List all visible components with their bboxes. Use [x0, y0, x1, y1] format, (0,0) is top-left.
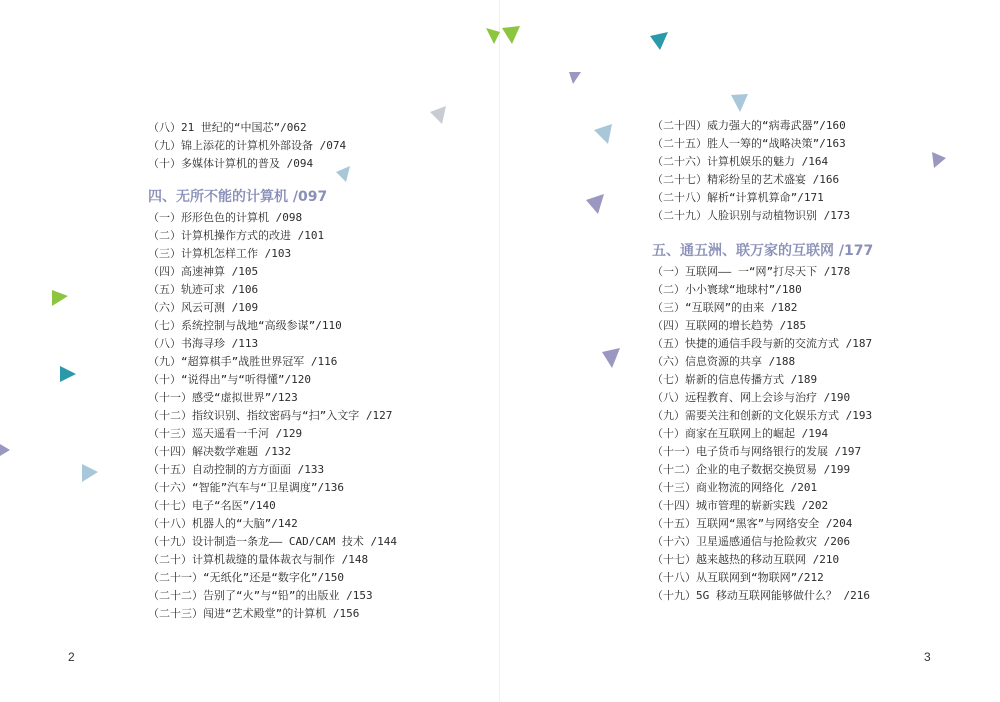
toc-entry[interactable]: （十五）自动控制的方方面面 /133 [148, 463, 325, 476]
triangle-icon [430, 106, 446, 124]
triangle-icon [486, 28, 500, 44]
toc-entry[interactable]: （五）快捷的通信手段与新的交流方式 /187 [652, 337, 873, 350]
triangle-icon [0, 444, 10, 456]
toc-entry[interactable]: （四）高速神算 /105 [148, 265, 259, 278]
triangle-icon [932, 152, 946, 168]
toc-entry[interactable]: （十）商家在互联网上的崛起 /194 [652, 427, 829, 440]
toc-entry[interactable]: （二十一）“无纸化”还是“数字化”/150 [148, 571, 344, 584]
toc-entry[interactable]: （二十）计算机裁缝的量体裁衣与制作 /148 [148, 553, 369, 566]
toc-entry[interactable]: （十八）从互联网到“物联网”/212 [652, 571, 824, 584]
toc-entry[interactable]: （十三）商业物流的网络化 /201 [652, 481, 818, 494]
toc-entry[interactable]: （三）“互联网”的由来 /182 [652, 301, 798, 314]
triangle-icon [731, 94, 748, 112]
toc-entry[interactable]: （二十七）精彩纷呈的艺术盛宴 /166 [652, 173, 840, 186]
toc-entry[interactable]: （十三）巡天遥看一千河 /129 [148, 427, 303, 440]
toc-entry[interactable]: （二十五）胜人一筹的“战略决策”/163 [652, 137, 846, 150]
triangle-icon [502, 26, 520, 44]
toc-entry[interactable]: （一）形形色色的计算机 /098 [148, 211, 303, 224]
section-heading-5[interactable]: 五、通五洲、联万家的互联网 /177 [652, 243, 874, 259]
toc-entry[interactable]: （十六）“智能”汽车与“卫星调度”/136 [148, 481, 344, 494]
page-number-left: 2 [68, 650, 75, 664]
toc-entry[interactable]: （八）书海寻珍 /113 [148, 337, 259, 350]
toc-entry[interactable]: （八）远程教育、网上会诊与治疗 /190 [652, 391, 851, 404]
toc-entry[interactable]: （二十二）告别了“火”与“铅”的出版业 /153 [148, 589, 373, 602]
toc-entry[interactable]: （二十八）解析“计算机算命”/171 [652, 191, 824, 204]
toc-entry[interactable]: （十）多媒体计算机的普及 /094 [148, 157, 314, 170]
toc-entry[interactable]: （十七）越来越热的移动互联网 /210 [652, 553, 840, 566]
toc-entry[interactable]: （十九）5G 移动互联网能够做什么？ /216 [652, 589, 870, 602]
toc-entry[interactable]: （十二）企业的电子数据交换贸易 /199 [652, 463, 851, 476]
toc-entry[interactable]: （七）系统控制与战地“高级参谋”/110 [148, 319, 342, 332]
toc-entry[interactable]: （十）“说得出”与“听得懂”/120 [148, 373, 311, 386]
toc-entry[interactable]: （十七）电子“名医”/140 [148, 499, 276, 512]
section-heading-4[interactable]: 四、无所不能的计算机 /097 [148, 189, 328, 205]
toc-entry[interactable]: （四）互联网的增长趋势 /185 [652, 319, 807, 332]
toc-entry[interactable]: （二）小小寰球“地球村”/180 [652, 283, 802, 296]
toc-entry[interactable]: （六）风云可测 /109 [148, 301, 259, 314]
triangle-icon [586, 194, 604, 214]
toc-entry[interactable]: （十五）互联网“黑客”与网络安全 /204 [652, 517, 853, 530]
toc-entry[interactable]: （二十九）人脸识别与动植物识别 /173 [652, 209, 851, 222]
toc-entry[interactable]: （九）锦上添花的计算机外部设备 /074 [148, 139, 347, 152]
toc-entry[interactable]: （十一）电子货币与网络银行的发展 /197 [652, 445, 862, 458]
toc-entry[interactable]: （七）崭新的信息传播方式 /189 [652, 373, 818, 386]
triangle-icon [52, 290, 68, 306]
toc-entry[interactable]: （十四）城市管理的崭新实践 /202 [652, 499, 829, 512]
toc-entry[interactable]: （二十三）闯进“艺术殿堂”的计算机 /156 [148, 607, 360, 620]
triangle-icon [569, 72, 581, 84]
toc-entry[interactable]: （十九）设计制造一条龙—— CAD/CAM 技术 /144 [148, 535, 397, 548]
triangle-icon [336, 166, 350, 182]
toc-entry[interactable]: （二十六）计算机娱乐的魅力 /164 [652, 155, 829, 168]
toc-entry[interactable]: （十二）指纹识别、指纹密码与“扫”入文字 /127 [148, 409, 393, 422]
triangle-icon [594, 124, 612, 144]
toc-entry[interactable]: （二）计算机操作方式的改进 /101 [148, 229, 325, 242]
toc-entry[interactable]: （三）计算机怎样工作 /103 [148, 247, 292, 260]
page-number-right: 3 [924, 650, 931, 664]
toc-entry[interactable]: （六）信息资源的共享 /188 [652, 355, 796, 368]
toc-entry[interactable]: （二十四）威力强大的“病毒武器”/160 [652, 119, 846, 132]
toc-entry[interactable]: （十四）解决数学难题 /132 [148, 445, 292, 458]
toc-entry[interactable]: （十一）感受“虚拟世界”/123 [148, 391, 298, 404]
triangle-icon [82, 464, 98, 482]
toc-entry[interactable]: （十六）卫星遥感通信与抢险救灾 /206 [652, 535, 851, 548]
triangle-icon [60, 366, 76, 382]
toc-entry[interactable]: （九）“超算棋手”战胜世界冠军 /116 [148, 355, 338, 368]
toc-entry[interactable]: （五）轨迹可求 /106 [148, 283, 259, 296]
triangle-icon [602, 348, 620, 368]
toc-entry[interactable]: （八）21 世纪的“中国芯”/062 [148, 121, 307, 134]
toc-entry[interactable]: （十八）机器人的“大脑”/142 [148, 517, 298, 530]
toc-entry[interactable]: （九）需要关注和创新的文化娱乐方式 /193 [652, 409, 873, 422]
toc-entry[interactable]: （一）互联网—— 一“网”打尽天下 /178 [652, 265, 851, 278]
triangle-icon [650, 32, 668, 50]
